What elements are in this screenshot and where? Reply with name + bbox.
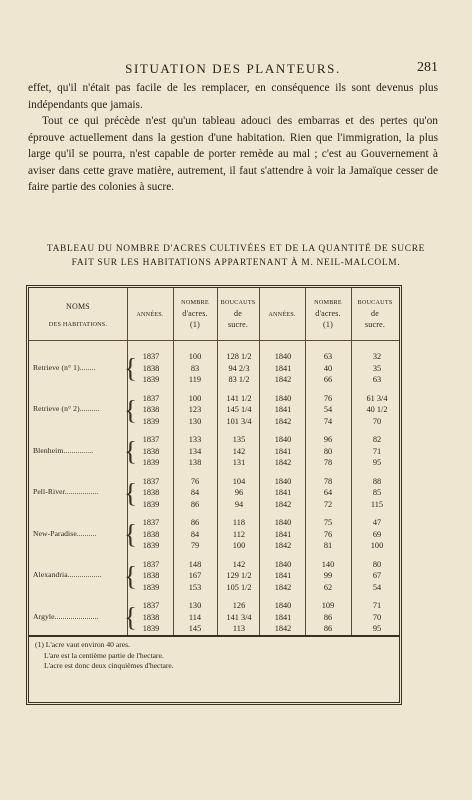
table-cell: 1840 — [274, 559, 292, 569]
table-cell: 70 — [372, 612, 382, 622]
table-cell: 1840 — [274, 393, 292, 403]
brace-mark: { — [124, 394, 137, 425]
table-cell: 67 — [372, 571, 382, 580]
table-cell: 75 — [323, 518, 333, 527]
estate-name: Blenheim............... — [33, 445, 94, 455]
table-note: L'are est la centième partie de l'hectare. — [44, 650, 164, 660]
table-cell: 35 — [372, 363, 382, 373]
table-notes — [35, 640, 174, 672]
table-cell: 69 — [372, 529, 382, 539]
data-table — [26, 285, 402, 705]
table-cell: 134 — [188, 446, 202, 456]
table-cell: 84 — [190, 488, 200, 497]
table-cell: 1842 — [274, 582, 292, 592]
estate-name: Pell-River................. — [33, 487, 99, 496]
estate-name: Retrieve (n° 2).......... — [33, 404, 100, 413]
body-text — [28, 80, 438, 196]
table-cell: 1842 — [274, 499, 292, 509]
table-cell: 94 — [234, 499, 244, 509]
running-head — [28, 60, 438, 78]
paragraph: effet, qu'il n'était pas facile de les remplacer, en conséquence ils sont devenus plus indépendants que jamais. — [28, 82, 438, 111]
table-cell: 63 — [323, 352, 333, 361]
table-cell: 100 — [188, 352, 202, 361]
brace-mark: { — [124, 477, 137, 508]
paragraph: Tout ce qui précède n'est qu'un tableau adouci des embarras et des pertes qu'on éprouve actuellement dans la gestion d'une habitation. Rien que l'immigration, la plus large qu'il se pourra, n'est capable de porter remède au mal ; c'est au Gouvernement à aviser dans cette grave matière, autrement, il faut s'attendre à voir la Jamaïque cesser de faire partie des colonies à sucre. — [28, 115, 438, 193]
header-acres-2-note: (1) — [323, 320, 333, 329]
table-cell: 95 — [372, 458, 382, 467]
table-cell: 1841 — [274, 405, 292, 414]
brace-mark: { — [124, 519, 137, 549]
table-cell: 100 — [370, 541, 384, 550]
header-annees: ANNÉES. — [136, 311, 164, 318]
brace-mark: { — [124, 436, 137, 466]
estate-name: Retrieve (n° 1)........ — [33, 362, 96, 372]
table-cell: 1838 — [142, 405, 160, 414]
table-cell: 1839 — [142, 375, 160, 384]
table-cell: 1841 — [274, 363, 292, 373]
table-cell: 1837 — [142, 559, 160, 569]
table-cell: 130 — [188, 601, 202, 610]
header-acres: NOMBRE — [181, 299, 209, 306]
table-cell: 141 3/4 — [226, 612, 252, 622]
table-cell: 135 — [232, 435, 246, 444]
table-cell: 1839 — [142, 499, 160, 509]
table-cell: 74 — [323, 416, 333, 426]
table-cell: 86 — [323, 612, 333, 622]
table-title-line: FAIT SUR LES HABITATIONS APPARTENANT À M. NEIL-MALCOLM. — [71, 258, 401, 268]
table-cell: 1842 — [274, 458, 292, 467]
table-cell: 99 — [323, 571, 333, 580]
table-title — [20, 242, 452, 270]
table-cell: 96 — [323, 435, 333, 444]
table-cell: 66 — [323, 375, 333, 384]
table-cell: 101 3/4 — [226, 416, 252, 426]
table-row — [29, 417, 399, 430]
header-acres-note: (1) — [190, 320, 200, 329]
table-cell: 81 — [323, 541, 333, 550]
brace-mark: { — [124, 602, 137, 632]
table-cell: 78 — [323, 458, 333, 467]
table-cell: 76 — [190, 476, 200, 486]
table-title-line: TABLEAU DU NOMBRE D'ACRES CULTIVÉES ET DE LA QUANTITÉ DE SUCRE — [46, 244, 426, 254]
table-cell: 153 — [188, 582, 202, 592]
table-cell: 94 2/3 — [228, 363, 250, 373]
table-cell: 72 — [323, 499, 333, 509]
table-cell: 133 — [188, 435, 202, 444]
table-cell: 88 — [372, 476, 382, 486]
table-cell: 129 1/2 — [226, 571, 252, 580]
page-number: 281 — [417, 60, 438, 75]
table-cell: 100 — [232, 541, 246, 550]
table-cell: 148 — [188, 559, 202, 569]
table-row — [29, 583, 399, 596]
table-cell: 1842 — [274, 624, 292, 633]
table-cell: 1841 — [274, 612, 292, 622]
table-cell: 1842 — [274, 416, 292, 426]
table-cell: 70 — [372, 416, 382, 426]
table-cell: 105 1/2 — [226, 582, 252, 592]
table-cell: 145 1/4 — [226, 405, 252, 414]
header-rule — [29, 340, 399, 341]
table-cell: 1839 — [142, 416, 160, 426]
table-cell: 1840 — [274, 476, 292, 486]
table-cell: 1842 — [274, 375, 292, 384]
header-boucauts-2-sub: de — [371, 309, 379, 318]
table-cell: 141 1/2 — [226, 393, 252, 403]
table-cell: 142 — [232, 559, 246, 569]
table-cell: 54 — [372, 582, 382, 592]
header-acres-sub: d'acres. — [182, 309, 208, 318]
table-cell: 1841 — [274, 529, 292, 539]
table-cell: 1837 — [142, 476, 160, 486]
table-cell: 1840 — [274, 518, 292, 527]
table-cell: 130 — [188, 416, 202, 426]
table-cell: 1837 — [142, 601, 160, 610]
table-cell: 1838 — [142, 571, 160, 580]
table-row — [29, 500, 399, 513]
header-boucauts-sub: de — [234, 309, 242, 318]
table-cell: 1841 — [274, 571, 292, 580]
table-cell: 62 — [323, 582, 333, 592]
table-cell: 1840 — [274, 601, 292, 610]
header-boucauts-2-sub2: sucre. — [364, 320, 386, 329]
table-cell: 126 — [232, 601, 246, 610]
table-cell: 40 1/2 — [366, 405, 388, 414]
table-cell: 140 — [321, 559, 335, 569]
table-cell: 138 — [188, 458, 202, 467]
table-cell: 1842 — [274, 541, 292, 550]
header-annees-2: ANNÉES. — [268, 311, 296, 318]
header-boucauts-2: BOUCAUTS — [357, 299, 393, 306]
table-cell: 167 — [188, 571, 202, 580]
table-cell: 1838 — [142, 446, 160, 456]
table-cell: 115 — [370, 499, 384, 509]
table-cell: 61 3/4 — [366, 393, 388, 403]
brace-mark: { — [124, 353, 137, 383]
table-cell: 82 — [372, 435, 382, 444]
table-cell: 113 — [232, 624, 246, 633]
table-cell: 86 — [323, 624, 333, 633]
table-cell: 71 — [372, 601, 382, 610]
table-cell: 76 — [323, 393, 333, 403]
table-cell: 114 — [188, 612, 202, 622]
table-cell: 1837 — [142, 518, 160, 527]
table-cell: 83 — [190, 363, 200, 373]
table-cell: 96 — [234, 488, 244, 497]
table-row — [29, 541, 399, 554]
table-cell: 1839 — [142, 624, 160, 633]
table-cell: 1841 — [274, 488, 292, 497]
table-cell: 1838 — [142, 612, 160, 622]
header-acres-2: NOMBRE — [314, 299, 342, 306]
table-cell: 47 — [372, 518, 382, 527]
table-cell: 1839 — [142, 582, 160, 592]
table-cell: 80 — [372, 559, 382, 569]
table-cell: 100 — [188, 393, 202, 403]
table-cell: 71 — [372, 446, 382, 456]
table-cell: 83 1/2 — [228, 375, 250, 384]
table-cell: 1840 — [274, 435, 292, 444]
header-habitations: DES HABITATIONS. — [48, 321, 108, 328]
table-cell: 40 — [323, 363, 333, 373]
table-row — [29, 375, 399, 388]
table-cell: 112 — [232, 529, 246, 539]
table-cell: 119 — [188, 375, 202, 384]
estate-name: Argyle...................... — [33, 611, 99, 621]
table-cell: 109 — [321, 601, 335, 610]
table-cell: 128 1/2 — [226, 352, 252, 361]
brace-mark: { — [124, 560, 137, 591]
table-cell: 123 — [188, 405, 202, 414]
table-cell: 104 — [232, 476, 246, 486]
table-cell: 1840 — [274, 352, 292, 361]
table-cell: 1839 — [142, 541, 160, 550]
table-cell: 1838 — [142, 529, 160, 539]
table-row — [29, 458, 399, 471]
table-cell: 76 — [323, 529, 333, 539]
table-cell: 1838 — [142, 488, 160, 497]
table-cell: 80 — [323, 446, 333, 456]
table-cell: 86 — [190, 499, 200, 509]
table-cell: 1838 — [142, 363, 160, 373]
table-cell: 1839 — [142, 458, 160, 467]
table-cell: 32 — [372, 352, 382, 361]
table-cell: 78 — [323, 476, 333, 486]
table-cell: 84 — [190, 529, 200, 539]
table-note: (1) L'acre vaut environ 40 ares. — [35, 640, 130, 649]
table-cell: 95 — [372, 624, 382, 633]
header-acres-2-sub: d'acres. — [315, 309, 341, 318]
table-cell: 145 — [188, 624, 202, 633]
table-cell: 1837 — [142, 352, 160, 361]
header-boucauts-sub2: sucre. — [227, 320, 249, 329]
estate-name: New-Paradise.......... — [33, 528, 97, 538]
table-cell: 64 — [323, 488, 333, 497]
table-cell: 86 — [190, 518, 200, 527]
header-noms: NOMS — [66, 302, 90, 311]
table-cell: 1841 — [274, 446, 292, 456]
header-boucauts: BOUCAUTS — [220, 299, 256, 306]
notes-rule — [29, 635, 399, 637]
table-cell: 1837 — [142, 393, 160, 403]
table-cell: 54 — [323, 405, 333, 414]
table-cell: 85 — [372, 488, 382, 497]
page-title: SITUATION DES PLANTEURS. — [125, 61, 341, 76]
table-cell: 63 — [372, 375, 382, 384]
table-cell: 131 — [232, 458, 246, 467]
table-cell: 142 — [232, 446, 246, 456]
table-cell: 118 — [232, 518, 246, 527]
table-note: L'acre est donc deux cinquièmes d'hectare. — [44, 661, 174, 670]
estate-name: Alexandria................. — [33, 570, 102, 579]
table-cell: 1837 — [142, 435, 160, 444]
table-cell: 79 — [190, 541, 200, 550]
